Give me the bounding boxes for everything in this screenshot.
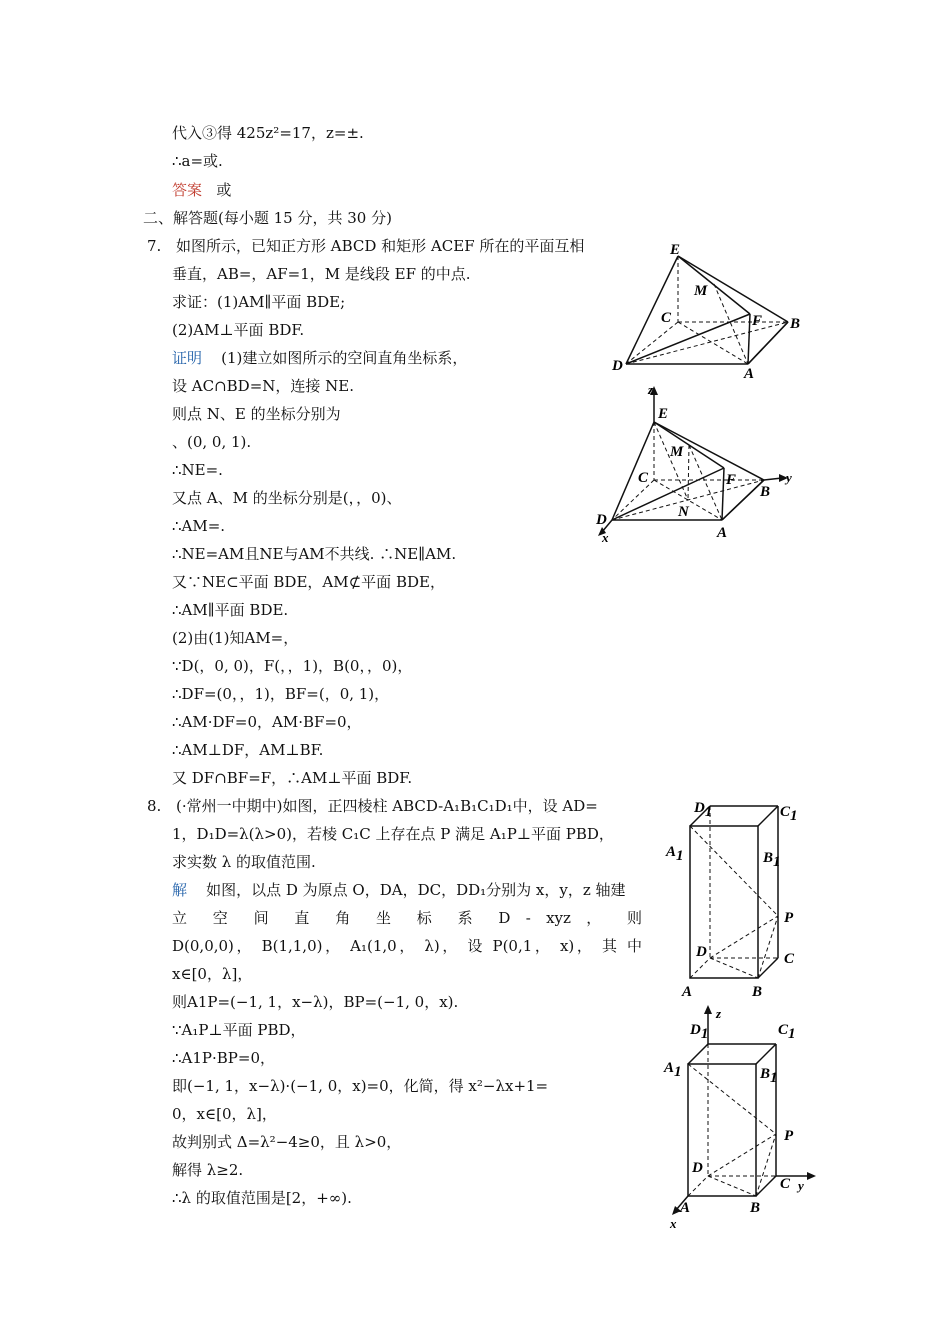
label-F: F <box>752 313 763 329</box>
answer-text: 或 <box>216 181 232 199</box>
label-A1: A1 <box>664 1060 682 1080</box>
problem-statement: 求证：(1)AM∥平面 BDE; <box>172 293 346 311</box>
label-B: B <box>760 484 771 500</box>
problem-statement: 1，D₁D=λ(λ>0)，若棱 C₁C 上存在点 P 满足 A₁P⊥平面 PBD， <box>172 825 614 843</box>
problem-statement: 求实数 λ 的取值范围. <box>172 853 316 871</box>
answer-line <box>172 180 231 200</box>
label-D: D <box>692 1160 703 1176</box>
problem-statement: 如图所示，已知正方形 ABCD 和矩形 ACEF 所在的平面互相 <box>176 237 585 255</box>
proof-text: (1)建立如图所示的空间直角坐标系， <box>221 349 468 367</box>
figure-prism-axes <box>660 1002 830 1232</box>
section-title: 二、解答题(每小题 15 分，共 30 分) <box>143 209 392 227</box>
problem-statement: (·常州一中期中)如图，正四棱柱 ABCD-A₁B₁C₁D₁中，设 AD= <box>176 797 598 815</box>
label-A: A <box>744 366 755 382</box>
label-C: C <box>638 470 649 486</box>
solution-label: 解 <box>172 881 188 899</box>
solution-line: D(0,0,0)， B(1,1,0)， A₁(1,0， λ)， 设 P(0,1， x)， 其 中 <box>172 937 642 955</box>
label-B: B <box>752 984 763 1000</box>
label-C: C <box>780 1176 791 1192</box>
problem-statement: 垂直，AB=，AF=1，M 是线段 EF 的中点. <box>172 265 471 283</box>
solution-line: ∵A₁P⊥平面 PBD， <box>172 1021 306 1039</box>
figure-prism <box>660 796 820 1004</box>
label-A: A <box>717 525 728 541</box>
label-C: C <box>661 310 672 326</box>
axis-y-label: y <box>786 470 792 485</box>
figure-square-rectangle-axes <box>592 382 807 547</box>
label-D1: D1 <box>694 800 713 820</box>
text-line: ∴a=或. <box>172 152 223 170</box>
axis-z-label: z <box>716 1006 722 1021</box>
label-P: P <box>784 910 794 926</box>
label-C: C <box>784 951 795 967</box>
label-A1: A1 <box>666 844 684 864</box>
figure-square-rectangle <box>610 238 810 383</box>
label-E: E <box>658 406 669 422</box>
proof-line: (2)由(1)知AM=， <box>172 629 299 647</box>
proof-line: 又∵NE⊂平面 BDE，AM⊄平面 BDE， <box>172 573 445 591</box>
axis-x-label: x <box>602 530 609 545</box>
problem-number: 8. <box>147 797 162 815</box>
label-N: N <box>678 504 689 520</box>
proof-line: ∴AM∥平面 BDE. <box>172 601 289 619</box>
proof-label: 证明 <box>172 349 203 367</box>
solution-text: 如图，以点 D 为原点 O，DA，DC，DD₁分别为 x，y，z 轴建 <box>206 881 626 899</box>
label-C1: C1 <box>778 1022 796 1042</box>
label-D1: D1 <box>690 1022 709 1042</box>
label-B: B <box>790 316 801 332</box>
proof-line: ∴NE=AM且NE与AM不共线. ∴NE∥AM. <box>172 545 457 563</box>
solution-line: x∈[0，λ]， <box>172 965 253 983</box>
proof-line: ∴AM·DF=0，AM·BF=0， <box>172 713 362 731</box>
solution-line: 即(−1, 1，x−λ)·(−1, 0，x)=0，化简，得 x²−λx+1= <box>172 1077 549 1095</box>
axis-y-label: y <box>798 1178 804 1193</box>
proof-line: 设 AC∩BD=N，连接 NE. <box>172 377 354 395</box>
label-C1: C1 <box>780 804 798 824</box>
label-B1: B1 <box>763 850 781 870</box>
proof-line: ∴NE=. <box>172 461 223 479</box>
label-M: M <box>670 444 684 460</box>
proof-line: ∵D(，0, 0)，F(，，1)，B(0，，0)， <box>172 657 413 675</box>
label-M: M <box>694 283 708 299</box>
proof-line: 又点 A、M 的坐标分别是(，，0)、 <box>172 489 402 507</box>
solution-line: 故判别式 Δ=λ²−4≥0，且 λ>0， <box>172 1133 402 1151</box>
label-P: P <box>784 1128 794 1144</box>
problem-number: 7. <box>147 237 162 255</box>
text-line: 代入③得 425z²=17，z=±. <box>172 124 364 142</box>
solution-line: 0，x∈[0，λ]， <box>172 1105 277 1123</box>
solution-line: 立 空 间 直 角 坐 标 系 D - xyz ， 则 <box>172 909 642 927</box>
answer-label: 答案 <box>172 181 203 199</box>
solution-line: 则A1P=(−1, 1，x−λ)，BP=(−1, 0，x). <box>172 993 459 1011</box>
solution-line: 解得 λ≥2. <box>172 1161 244 1179</box>
solution-line <box>172 880 626 900</box>
proof-line: ∴AM⊥DF，AM⊥BF. <box>172 741 324 759</box>
proof-line: ∴AM=. <box>172 517 226 535</box>
axis-z-label: z <box>648 382 654 397</box>
solution-line: ∴λ 的取值范围是[2，+∞). <box>172 1189 352 1207</box>
proof-line: 又 DF∩BF=F，∴AM⊥平面 BDF. <box>172 769 413 787</box>
label-F: F <box>726 472 737 488</box>
proof-line: 则点 N、E 的坐标分别为 <box>172 405 341 423</box>
solution-line: ∴A1P·BP=0， <box>172 1049 276 1067</box>
label-D: D <box>612 358 623 374</box>
label-A: A <box>680 1200 691 1216</box>
problem-statement: (2)AM⊥平面 BDF. <box>172 321 305 339</box>
proof-line <box>172 348 467 368</box>
label-A: A <box>682 984 693 1000</box>
proof-line: ∴DF=(0，，1)，BF=(，0, 1)， <box>172 685 390 703</box>
label-D: D <box>596 512 607 528</box>
axis-x-label: x <box>670 1216 677 1231</box>
proof-line: 、(0, 0, 1). <box>172 433 252 451</box>
label-D: D <box>696 944 707 960</box>
label-B: B <box>750 1200 761 1216</box>
label-B1: B1 <box>760 1066 778 1086</box>
label-E: E <box>670 242 681 258</box>
